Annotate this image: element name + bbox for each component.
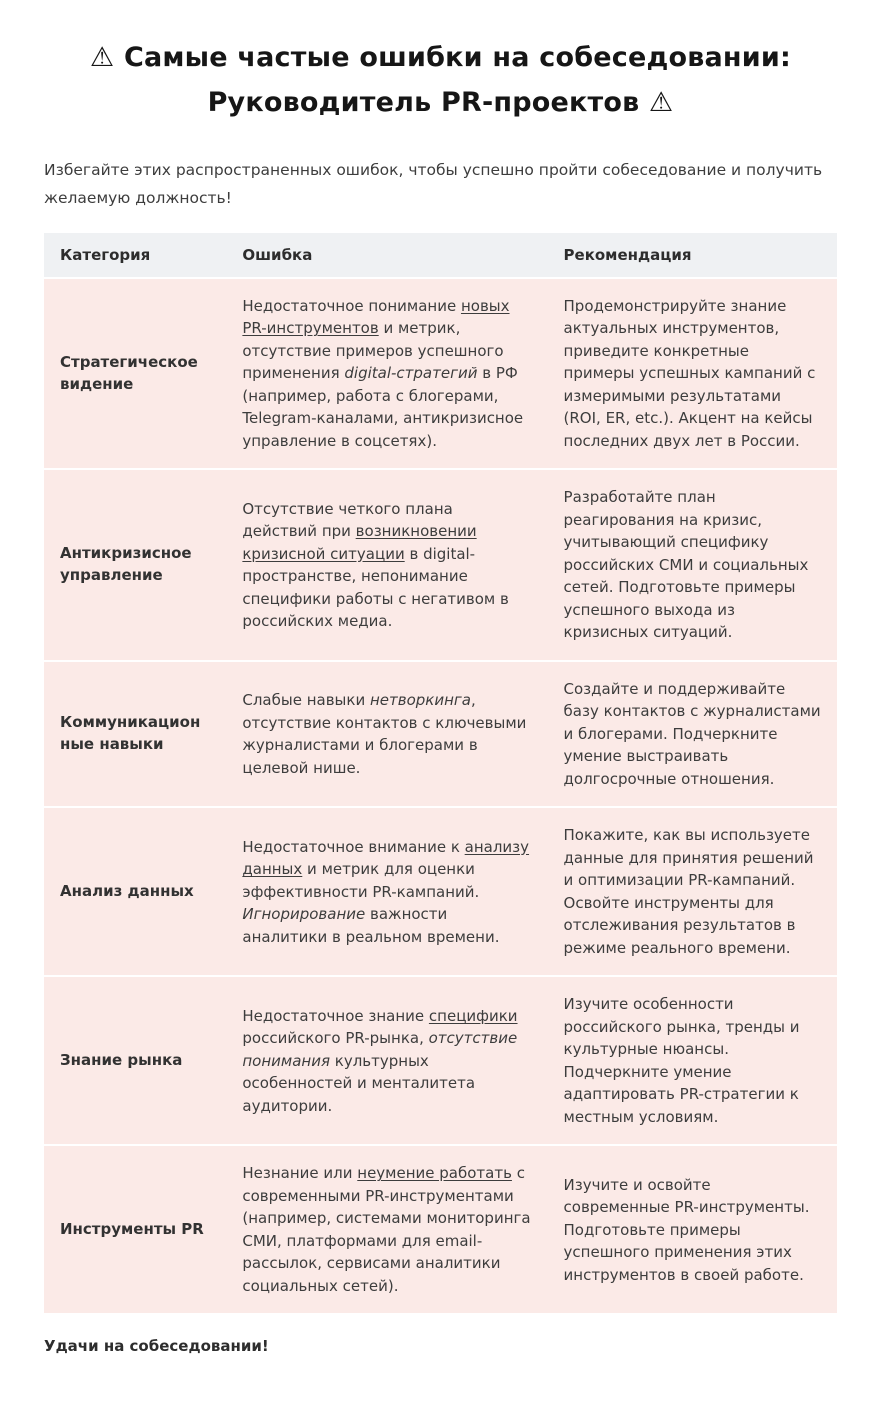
table-row xyxy=(44,808,837,975)
category-cell: Анализ данных xyxy=(44,808,226,975)
category-cell: Антикризисное управление xyxy=(44,470,226,660)
intro-text: Избегайте этих распространенных ошибок, чтобы успешно пройти собеседование и получить желаемую должность! xyxy=(44,161,823,207)
category-cell: Инструменты PR xyxy=(44,1146,226,1313)
error-cell: Отсутствие четкого плана действий при возникновении кризисной ситуации в digital-пространстве, непонимание специфики работы с негативом в российских медиа. xyxy=(226,470,547,660)
error-cell: Недостаточное понимание новых PR-инструментов и метрик, отсутствие примеров успешного применения digital-стратегий в РФ (например, работа с блогерами, Telegram-каналами, антикризисное управление в соцсетях). xyxy=(226,279,547,469)
error-cell: Незнание или неумение работать с современными PR-инструментами (например, системами мониторинга СМИ, платформами для email-рассылок, сервисами аналитики социальных сетей). xyxy=(226,1146,547,1313)
table-row xyxy=(44,279,837,469)
document-page xyxy=(44,0,837,1410)
table-header-row xyxy=(44,233,837,277)
category-cell: Стратегическое видение xyxy=(44,279,226,469)
table-row xyxy=(44,1146,837,1313)
column-header-category: Категория xyxy=(44,233,226,277)
page-title: ⚠ Самые частые ошибки на собеседовании: Руководитель PR-проектов ⚠ xyxy=(89,42,792,118)
recommendation-cell: Создайте и поддерживайте базу контактов с журналистами и блогерами. Подчеркните умение выстраивать долгосрочные отношения. xyxy=(548,662,837,807)
category-cell: Знание рынка xyxy=(44,977,226,1144)
error-cell: Недостаточное внимание к анализу данных и метрик для оценки эффективности PR-кампаний. Игнорирование важности аналитики в реальном времени. xyxy=(226,808,547,975)
recommendation-cell: Изучите особенности российского рынка, тренды и культурные нюансы. Подчеркните умение адаптировать PR-стратегии к местным условиям. xyxy=(548,977,837,1144)
mistakes-table xyxy=(44,231,837,1316)
column-header-recommendation: Рекомендация xyxy=(548,233,837,277)
table-row xyxy=(44,662,837,807)
column-header-error: Ошибка xyxy=(226,233,547,277)
error-cell: Недостаточное знание специфики российского PR-рынка, отсутствие понимания культурных особенностей и менталитета аудитории. xyxy=(226,977,547,1144)
table-body xyxy=(44,279,837,1314)
recommendation-cell: Покажите, как вы используете данные для принятия решений и оптимизации PR-кампаний. Освойте инструменты для отслеживания результатов в режиме реального времени. xyxy=(548,808,837,975)
table-row xyxy=(44,470,837,660)
recommendation-cell: Изучите и освойте современные PR-инструменты. Подготовьте примеры успешного применения этих инструментов в своей работе. xyxy=(548,1146,837,1313)
recommendation-cell: Продемонстрируйте знание актуальных инструментов, приведите конкретные примеры успешных кампаний с измеримыми результатами (ROI, ER, etc.). Акцент на кейсы последних двух лет в России. xyxy=(548,279,837,469)
table-row xyxy=(44,977,837,1144)
footer-text: Удачи на собеседовании! xyxy=(44,1337,269,1356)
recommendation-cell: Разработайте план реагирования на кризис, учитывающий специфику российских СМИ и социальных сетей. Подготовьте примеры успешного выхода из кризисных ситуаций. xyxy=(548,470,837,660)
category-cell: Коммуникационные навыки xyxy=(44,662,226,807)
error-cell: Слабые навыки нетворкинга, отсутствие контактов с ключевыми журналистами и блогерами в целевой нише. xyxy=(226,662,547,807)
